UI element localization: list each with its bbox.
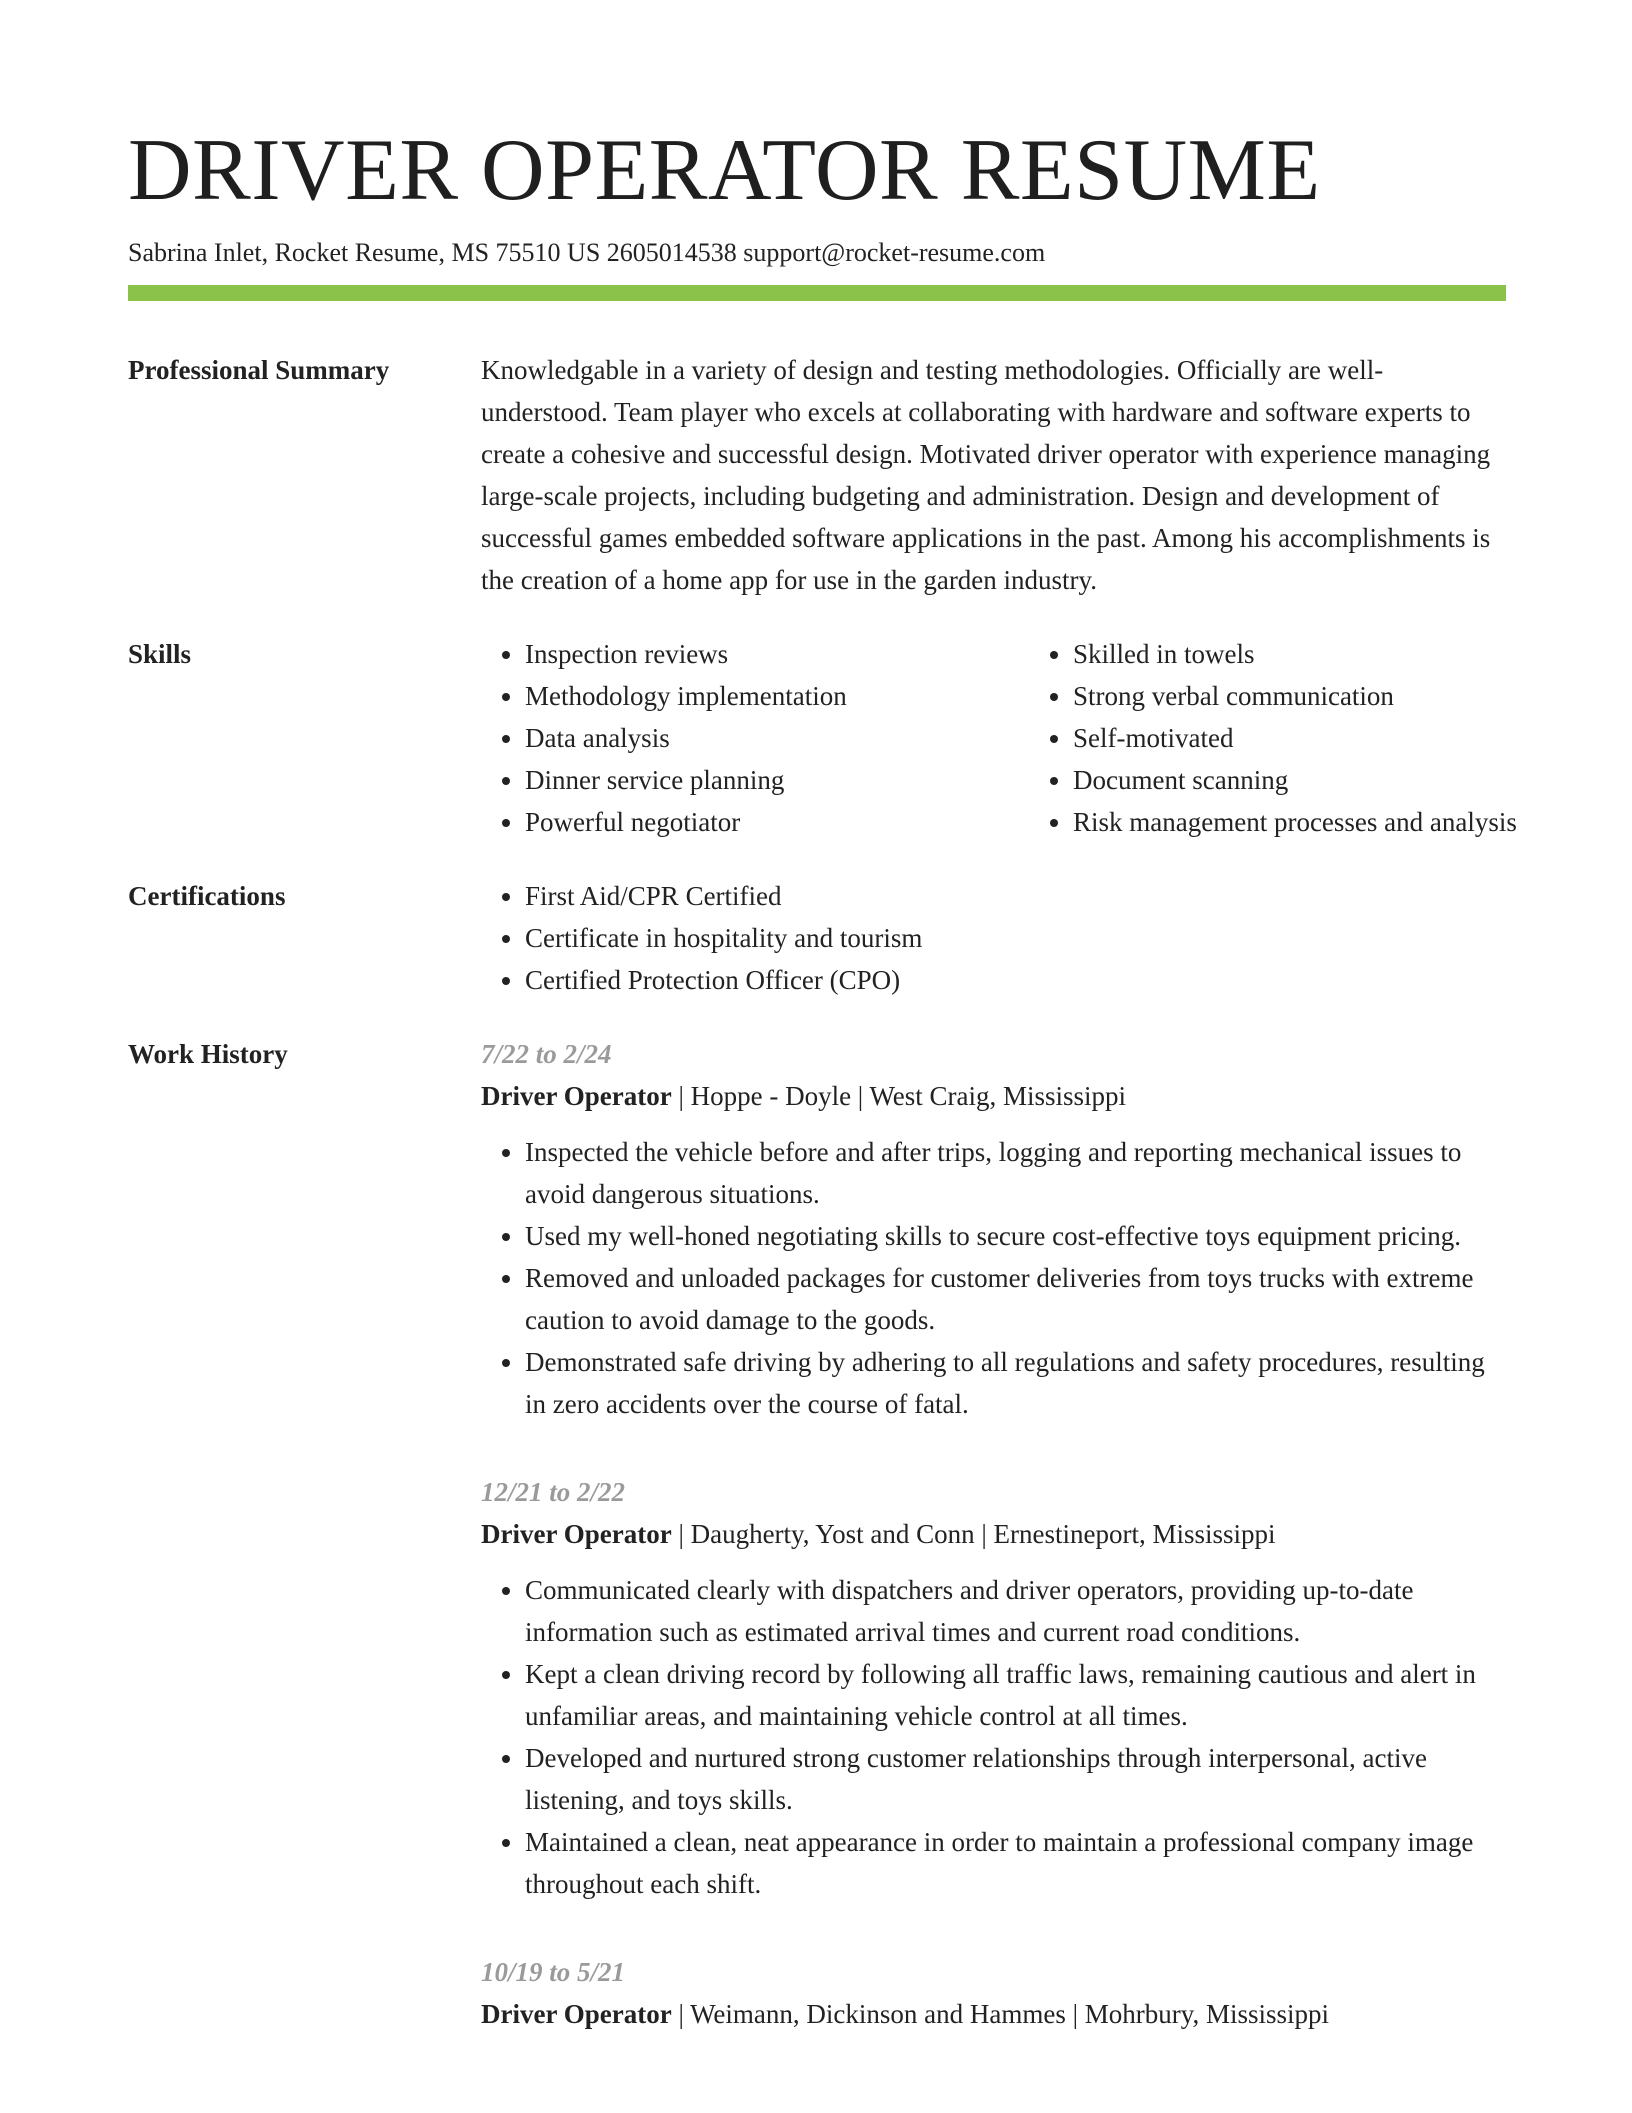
certifications-body [481,875,1506,1001]
certifications-label: Certifications [128,881,286,911]
job-title: Driver Operator [481,1519,672,1549]
work-history-section [128,1033,1506,2081]
job-entry [481,1951,1506,2035]
skill-item: • Strong verbal communication [1073,675,1593,717]
job-bullet: • Demonstrated safe driving by adhering to all regulations and safety procedures, resulting in zero accidents over the course of fatal. [525,1341,1506,1425]
skill-item: • Risk management processes and analysis [1073,801,1593,843]
skills-list-right [1029,633,1593,843]
job-bullets [481,1569,1506,1905]
job-bullet: • Kept a clean driving record by following all traffic laws, remaining cautious and alert in unfamiliar areas, and maintaining vehicle control at all times. [525,1653,1506,1737]
job-header [481,1513,1506,1555]
work-history-label: Work History [128,1039,288,1069]
job-entry [481,1471,1506,1905]
skill-item: • Dinner service planning [525,759,1029,801]
job-header [481,1993,1506,2035]
work-history-body [481,1033,1506,2081]
job-bullets [481,1131,1506,1425]
job-details: | Daugherty, Yost and Conn | Ernestineport, Mississippi [671,1519,1276,1549]
certification-item: • Certified Protection Officer (CPO) [525,959,1506,1001]
job-dates: 10/19 to 5/21 [481,1957,626,1987]
accent-divider [128,285,1506,301]
job-bullet: • Maintained a clean, neat appearance in order to maintain a professional company image throughout each shift. [525,1821,1506,1905]
skills-label: Skills [128,639,192,669]
certification-item: • First Aid/CPR Certified [525,875,1506,917]
certification-item: • Certificate in hospitality and tourism [525,917,1506,959]
skills-list-left [481,633,1029,843]
job-details: | Hoppe - Doyle | West Craig, Mississippi [671,1081,1127,1111]
skill-item: • Powerful negotiator [525,801,1029,843]
resume-header [128,118,1506,270]
job-bullet: • Removed and unloaded packages for customer deliveries from toys trucks with extreme caution to avoid damage to the goods. [525,1257,1506,1341]
summary-text: Knowledgable in a variety of design and testing methodologies. Officially are well-understood. Team player who excels at collaborating with hardware and software experts to create a cohesive and successful design. Motivated driver operator with experience managing large-scale projects, including budgeting and administration. Design and development of successful games embedded software applications in the past. Among his accomplishments is the creation of a home app for use in the garden industry. [481,355,1491,595]
certifications-list [481,875,1506,1001]
summary-label: Professional Summary [128,355,390,385]
resume-sections [128,349,1517,2113]
job-dates: 7/22 to 2/24 [481,1039,612,1069]
summary-body [481,349,1506,601]
job-title: Driver Operator [481,1081,672,1111]
skill-item: • Inspection reviews [525,633,1029,675]
resume-title: DRIVER OPERATOR RESUME [128,122,1321,219]
job-entry [481,1033,1506,1425]
job-bullet: • Developed and nurtured strong customer relationships through interpersonal, active listening, and toys skills. [525,1737,1506,1821]
job-header [481,1075,1506,1117]
job-dates: 12/21 to 2/22 [481,1477,626,1507]
skills-body [481,633,1593,843]
job-bullet: • Used my well-honed negotiating skills to secure cost-effective toys equipment pricing. [525,1215,1506,1257]
job-title: Driver Operator [481,1999,672,2029]
summary-section [128,349,1506,601]
job-details: | Weimann, Dickinson and Hammes | Mohrbury, Mississippi [671,1999,1330,2029]
skill-item: • Data analysis [525,717,1029,759]
skill-item: • Document scanning [1073,759,1593,801]
skill-item: • Methodology implementation [525,675,1029,717]
skill-item: • Skilled in towels [1073,633,1593,675]
contact-line: Sabrina Inlet, Rocket Resume, MS 75510 US 2605014538 support@rocket-resume.com [128,238,1046,267]
job-bullet: • Inspected the vehicle before and after trips, logging and reporting mechanical issues to avoid dangerous situations. [525,1131,1506,1215]
job-bullet: • Communicated clearly with dispatchers and driver operators, providing up-to-date information such as estimated arrival times and current road conditions. [525,1569,1506,1653]
skill-item: • Self-motivated [1073,717,1593,759]
skills-section [128,633,1517,843]
certifications-section [128,875,1506,1001]
